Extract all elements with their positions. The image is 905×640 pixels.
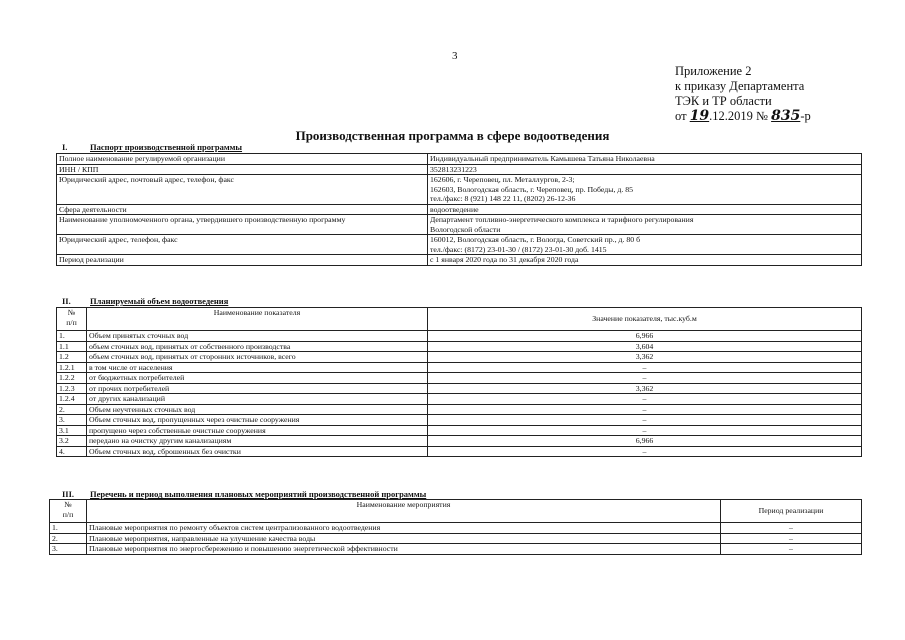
indicator-value: 6,966	[428, 331, 862, 342]
row-number: 3.1	[57, 425, 87, 436]
order-day-handwritten: 19	[689, 108, 710, 124]
indicator-value: 3,362	[428, 352, 862, 363]
indicator-name: пропущено через собственные очистные сооружения	[87, 425, 428, 436]
volume-table-header	[57, 308, 862, 331]
indicator-name: от бюджетных потребителей	[87, 373, 428, 384]
passport-label: Наименование уполномоченного органа, утвердившего производственную программу	[57, 215, 428, 235]
indicator-name: объем сточных вод, принятых от собственного производства	[87, 341, 428, 352]
indicator-value: –	[428, 404, 862, 415]
col-value-header: Значение показателя, тыс.куб.м	[428, 308, 862, 331]
row-number: 3.	[50, 544, 87, 555]
volume-row	[57, 415, 862, 426]
appendix-line-2: к приказу Департамента	[675, 79, 805, 93]
indicator-value: –	[428, 373, 862, 384]
appendix-block	[675, 64, 811, 124]
passport-label: Юридический адрес, почтовый адрес, телефон, факс	[57, 175, 428, 205]
measures-table	[49, 499, 862, 555]
section-3-title: Перечень и период выполнения плановых мероприятий производственной программы	[90, 489, 427, 499]
row-number: 2.	[50, 533, 87, 544]
indicator-name: Объем неучтенных сточных вод	[87, 404, 428, 415]
section-3-number: III.	[62, 489, 75, 499]
volume-row	[57, 404, 862, 415]
passport-label: Полное наименование регулируемой организации	[57, 154, 428, 165]
order-suffix: -р	[800, 109, 811, 123]
indicator-name: передано на очистку другим канализациям	[87, 436, 428, 447]
indicator-name: Объем принятых сточных вод	[87, 331, 428, 342]
measure-name: Плановые мероприятия по ремонту объектов систем централизованного водоотведения	[87, 523, 721, 534]
passport-value: водоотведение	[428, 204, 862, 215]
section-1-number: I.	[62, 142, 68, 152]
indicator-value: –	[428, 446, 862, 457]
section-3-heading	[62, 489, 426, 499]
col-measure-header: Наименование мероприятия	[87, 500, 721, 523]
indicator-name: от других канализаций	[87, 394, 428, 405]
appendix-line-1: Приложение 2	[675, 64, 752, 78]
volume-row	[57, 373, 862, 384]
section-2-title: Планируемый объем водоотведения	[90, 296, 229, 306]
order-number-handwritten: 835	[771, 108, 801, 124]
row-number: 4.	[57, 446, 87, 457]
col-num-header	[50, 500, 87, 523]
appendix-from: от	[675, 109, 687, 123]
indicator-value: 3,362	[428, 383, 862, 394]
volume-row	[57, 341, 862, 352]
row-number: 1.2.1	[57, 362, 87, 373]
passport-row	[57, 164, 862, 175]
row-number: 1.	[50, 523, 87, 534]
passport-label: Период реализации	[57, 255, 428, 266]
row-number: 1.2	[57, 352, 87, 363]
section-1-heading	[62, 142, 242, 152]
passport-row	[57, 154, 862, 165]
appendix-line-4	[675, 109, 811, 124]
col-num-label: № п/п	[66, 308, 77, 327]
indicator-value: –	[428, 425, 862, 436]
passport-row	[57, 204, 862, 215]
indicator-value: 3,604	[428, 341, 862, 352]
indicator-name: объем сточных вод, принятых от сторонних источников, всего	[87, 352, 428, 363]
volume-row	[57, 436, 862, 447]
volume-row	[57, 352, 862, 363]
passport-row	[57, 255, 862, 266]
row-number: 2.	[57, 404, 87, 415]
indicator-value: –	[428, 415, 862, 426]
row-number: 3.	[57, 415, 87, 426]
indicator-name: в том числе от населения	[87, 362, 428, 373]
section-2-heading	[62, 296, 228, 306]
passport-label: ИНН / КПП	[57, 164, 428, 175]
volume-row	[57, 362, 862, 373]
measure-row	[50, 544, 862, 555]
col-num-header	[57, 308, 87, 331]
col-num-label: № п/п	[62, 500, 74, 519]
measure-period: –	[721, 533, 862, 544]
volume-row	[57, 331, 862, 342]
page-number: 3	[452, 50, 458, 62]
measures-table-header	[50, 500, 862, 523]
section-1-title: Паспорт производственной программы	[90, 142, 243, 152]
indicator-name: Объем сточных вод, пропущенных через очистные сооружения	[87, 415, 428, 426]
volume-row	[57, 394, 862, 405]
passport-value: 160012, Вологодская область, г. Вологда, Советский пр., д. 80 б тел./факс: (8172) 23-01-30 / (8172) 23-01-30 доб. 1415	[428, 235, 862, 255]
order-date: .12.2019 №	[709, 109, 768, 123]
passport-row	[57, 235, 862, 255]
appendix-line-3: ТЭК и ТР области	[675, 94, 772, 108]
passport-label: Сфера деятельности	[57, 204, 428, 215]
indicator-name: Объем сточных вод, сброшенных без очистки	[87, 446, 428, 457]
measure-name: Плановые мероприятия, направленные на улучшение качества воды	[87, 533, 721, 544]
indicator-value: –	[428, 362, 862, 373]
passport-value: с 1 января 2020 года по 31 декабря 2020 года	[428, 255, 862, 266]
section-2-number: II.	[62, 296, 71, 306]
measure-period: –	[721, 523, 862, 534]
measure-row	[50, 533, 862, 544]
volume-row	[57, 446, 862, 457]
row-number: 1.2.4	[57, 394, 87, 405]
volume-table	[56, 307, 862, 457]
indicator-value: –	[428, 394, 862, 405]
row-number: 3.2	[57, 436, 87, 447]
passport-value: 352813231223	[428, 164, 862, 175]
indicator-value: 6,966	[428, 436, 862, 447]
measure-row	[50, 523, 862, 534]
row-number: 1.1	[57, 341, 87, 352]
indicator-name: от прочих потребителей	[87, 383, 428, 394]
passport-value: Департамент топливно-энергетического комплекса и тарифного регулирования Вологодской области	[428, 215, 862, 235]
col-name-header: Наименование показателя	[87, 308, 428, 331]
row-number: 1.2.2	[57, 373, 87, 384]
passport-value: 162606, г. Череповец, пл. Металлургов, 2-3; 162603, Вологодская область, г. Череповец, пр. Победы, д. 85 тел./факс: 8 (921) 148 22 11, (8202) 26-12-36	[428, 175, 862, 205]
document-title: Производственная программа в сфере водоотведения	[295, 128, 610, 143]
volume-row	[57, 383, 862, 394]
passport-value: Индивидуальный предприниматель Камышева Татьяна Николаевна	[428, 154, 862, 165]
row-number: 1.	[57, 331, 87, 342]
col-period-header: Период реализации	[721, 500, 862, 523]
passport-row	[57, 215, 862, 235]
passport-table	[56, 153, 862, 266]
volume-row	[57, 425, 862, 436]
passport-row	[57, 175, 862, 205]
measure-name: Плановые мероприятия по энергосбережению и повышению энергетической эффективности	[87, 544, 721, 555]
measure-period: –	[721, 544, 862, 555]
passport-label: Юридический адрес, телефон, факс	[57, 235, 428, 255]
row-number: 1.2.3	[57, 383, 87, 394]
